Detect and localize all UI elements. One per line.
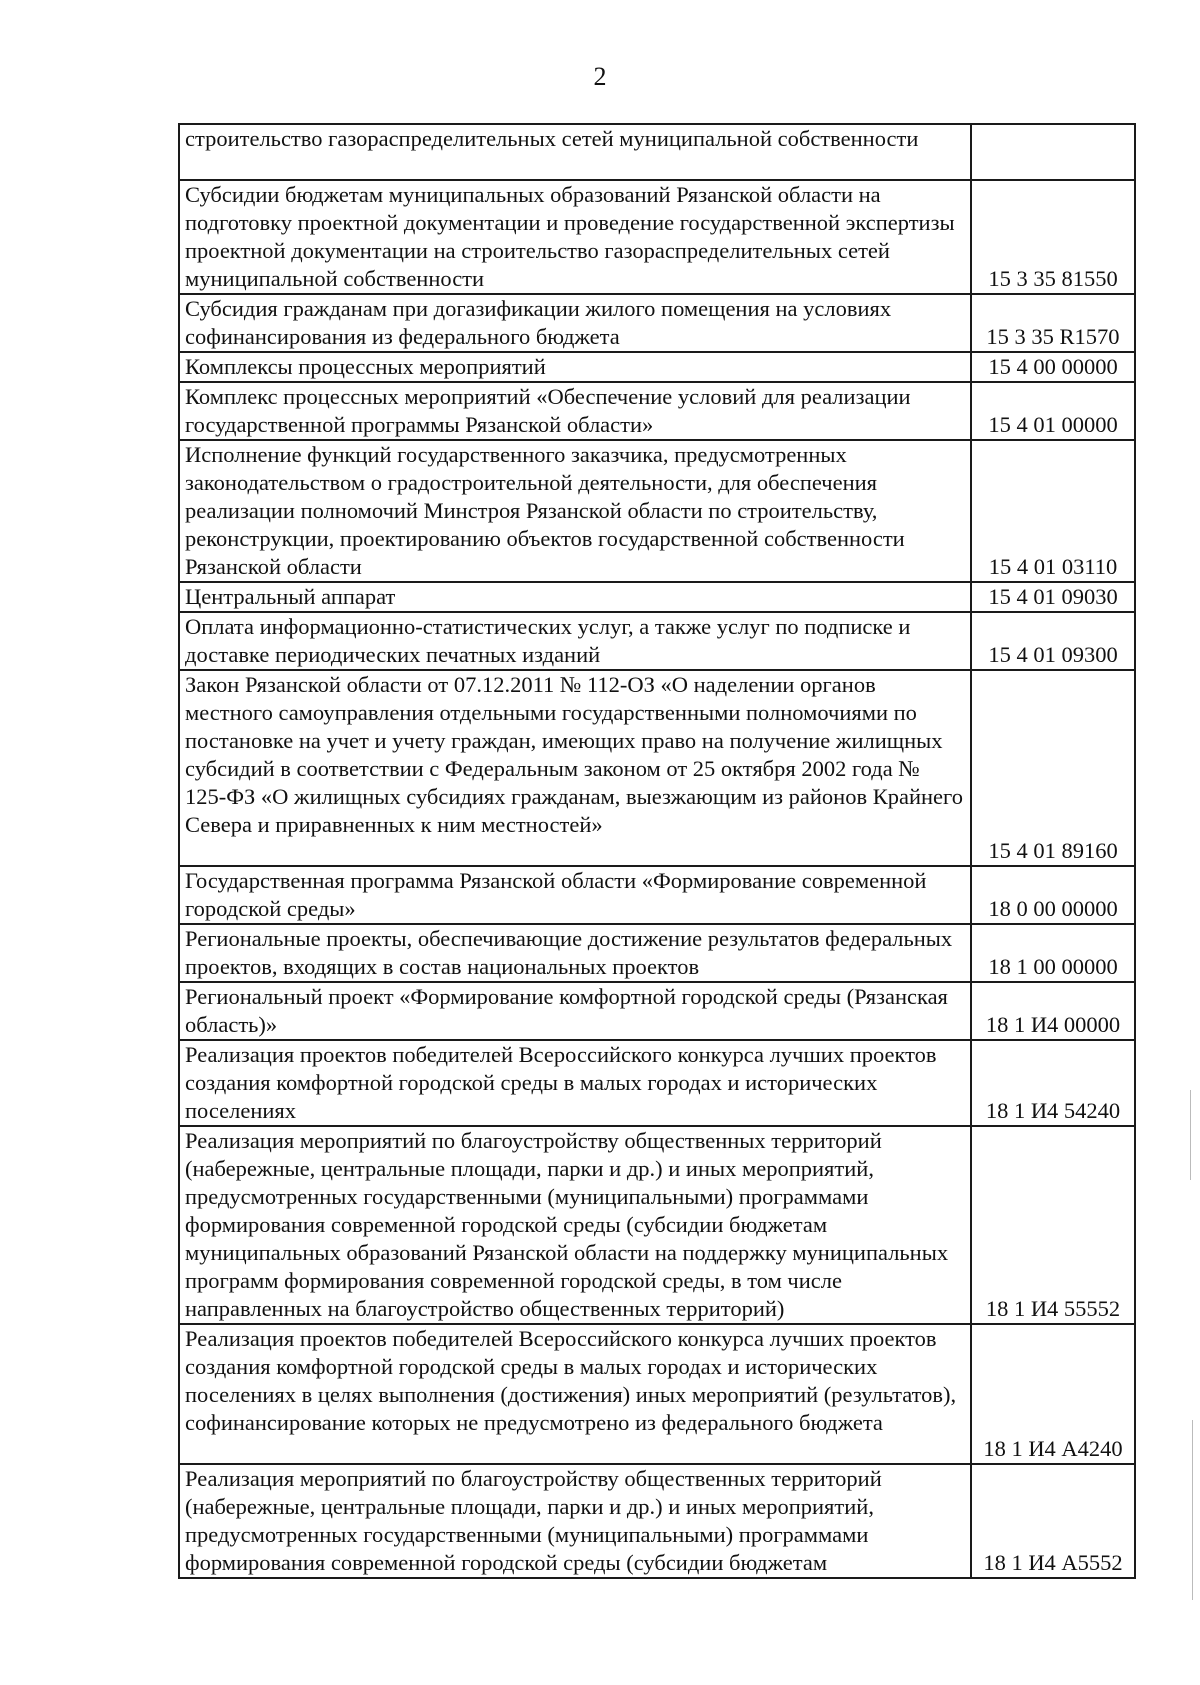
budget-classification-table — [178, 123, 1136, 1579]
row-code — [971, 124, 1135, 180]
row-description: Исполнение функций государственного заказчика, предусмотренных законодательством о градостроительной деятельности, для обеспечения реализации полномочий Минстроя Рязанской области по строительству, реконструкции, проектированию объектов государственной собственности Рязанской области — [179, 440, 971, 582]
row-description: Субсидии бюджетам муниципальных образований Рязанской области на подготовку проектной документации и проведение государственной экспертизы проектной документации на строительство газораспределительных сетей муниципальной собственности — [179, 180, 971, 294]
row-code: 15 4 00 00000 — [971, 352, 1135, 382]
table-row — [179, 124, 1135, 180]
row-description: Центральный аппарат — [179, 582, 971, 612]
row-description: Реализация мероприятий по благоустройству общественных территорий (набережные, центральные площади, парки и др.) и иных мероприятий, предусмотренных государственными (муниципальными) программами формирования современной городской среды (субсидии бюджетам — [179, 1464, 971, 1578]
table-row — [179, 1126, 1135, 1324]
table-row — [179, 982, 1135, 1040]
row-description: Оплата информационно-статистических услуг, а также услуг по подписке и доставке периодических печатных изданий — [179, 612, 971, 670]
row-code: 15 3 35 R1570 — [971, 294, 1135, 352]
table-row — [179, 352, 1135, 382]
row-code: 18 1 И4 00000 — [971, 982, 1135, 1040]
table-row — [179, 612, 1135, 670]
row-description: Субсидия гражданам при догазификации жилого помещения на условиях софинансирования из федерального бюджета — [179, 294, 971, 352]
table-row — [179, 440, 1135, 582]
row-code: 15 4 01 09300 — [971, 612, 1135, 670]
row-code: 15 4 01 00000 — [971, 382, 1135, 440]
row-code: 18 1 И4 55552 — [971, 1126, 1135, 1324]
row-description: Региональный проект «Формирование комфортной городской среды (Рязанская область)» — [179, 982, 971, 1040]
row-description: Региональные проекты, обеспечивающие достижение результатов федеральных проектов, входящих в состав национальных проектов — [179, 924, 971, 982]
row-code: 18 1 И4 54240 — [971, 1040, 1135, 1126]
table-row — [179, 294, 1135, 352]
row-description: Комплекс процессных мероприятий «Обеспечение условий для реализации государственной программы Рязанской области» — [179, 382, 971, 440]
row-code: 15 4 01 09030 — [971, 582, 1135, 612]
row-description: Реализация проектов победителей Всероссийского конкурса лучших проектов создания комфортной городской среды в малых городах и исторических поселениях — [179, 1040, 971, 1126]
table-row — [179, 670, 1135, 866]
scan-artifact-line — [1192, 1420, 1193, 1600]
row-description: Государственная программа Рязанской области «Формирование современной городской среды» — [179, 866, 971, 924]
table-row — [179, 924, 1135, 982]
row-description: Реализация проектов победителей Всероссийского конкурса лучших проектов создания комфортной городской среды в малых городах и исторических поселениях в целях выполнения (достижения) иных мероприятий (результатов), софинансирование которых не предусмотрено из федерального бюджета — [179, 1324, 971, 1464]
row-code: 15 3 35 81550 — [971, 180, 1135, 294]
page-number: 2 — [593, 62, 607, 91]
table-row — [179, 180, 1135, 294]
row-code: 18 0 00 00000 — [971, 866, 1135, 924]
table-row — [179, 1324, 1135, 1464]
row-description: Комплексы процессных мероприятий — [179, 352, 971, 382]
row-code: 18 1 И4 А4240 — [971, 1324, 1135, 1464]
row-code: 15 4 01 03110 — [971, 440, 1135, 582]
table-row — [179, 1464, 1135, 1578]
row-description: строительство газораспределительных сетей муниципальной собственности — [179, 124, 971, 180]
table-row — [179, 382, 1135, 440]
row-description: Закон Рязанской области от 07.12.2011 № 112-ОЗ «О наделении органов местного самоуправления отдельными государственными полномочиями по постановке на учет и учету граждан, имеющих право на получение жилищных субсидий в соответствии с Федеральным законом от 25 октября 2002 года № 125-ФЗ «О жилищных субсидиях гражданам, выезжающим из районов Крайнего Севера и приравненных к ним местностей» — [179, 670, 971, 866]
table-row — [179, 866, 1135, 924]
table-row — [179, 582, 1135, 612]
table-row — [179, 1040, 1135, 1126]
row-code: 15 4 01 89160 — [971, 670, 1135, 866]
row-code: 18 1 00 00000 — [971, 924, 1135, 982]
row-description: Реализация мероприятий по благоустройству общественных территорий (набережные, центральные площади, парки и др.) и иных мероприятий, предусмотренных государственными (муниципальными) программами формирования современной городской среды (субсидии бюджетам муниципальных образований Рязанской области на поддержку муниципальных программ формирования современной городской среды, в том числе направленных на благоустройство общественных территорий) — [179, 1126, 971, 1324]
scan-artifact-line — [1190, 1090, 1191, 1180]
row-code: 18 1 И4 А5552 — [971, 1464, 1135, 1578]
